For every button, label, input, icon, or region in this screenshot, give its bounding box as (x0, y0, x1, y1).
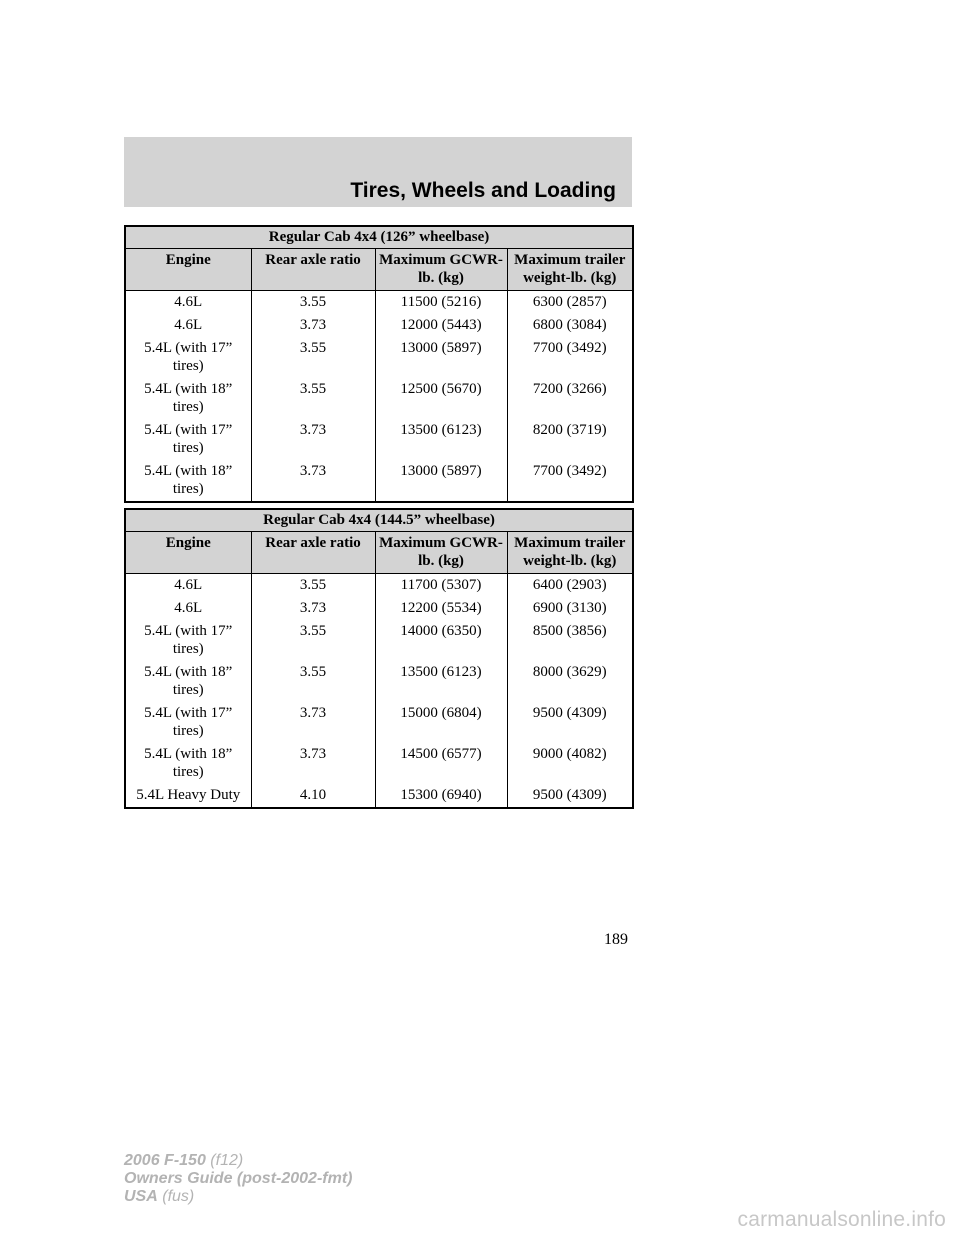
towing-table-144-5-wheelbase (124, 508, 634, 809)
table-row (125, 661, 633, 702)
cell-axle-ratio: 3.73 (251, 460, 375, 502)
cell-axle-ratio: 3.55 (251, 378, 375, 419)
table-row (125, 460, 633, 502)
cell-engine: 5.4L (with 18” tires) (125, 743, 251, 784)
cell-gcwr: 12500 (5670) (375, 378, 507, 419)
column-header-axle-ratio: Rear axle ratio (251, 249, 375, 291)
column-header-gcwr: Maximum GCWR-lb. (kg) (375, 532, 507, 574)
cell-engine: 5.4L (with 17” tires) (125, 620, 251, 661)
cell-gcwr: 13500 (6123) (375, 419, 507, 460)
footer-market-code: (fus) (162, 1188, 195, 1205)
cell-gcwr: 15000 (6804) (375, 702, 507, 743)
cell-trailer-weight: 7700 (3492) (507, 460, 633, 502)
cell-engine: 5.4L (with 17” tires) (125, 419, 251, 460)
cell-gcwr: 13000 (5897) (375, 337, 507, 378)
footer-model-code: (f12) (210, 1152, 244, 1169)
cell-engine: 5.4L (with 17” tires) (125, 337, 251, 378)
cell-axle-ratio: 3.73 (251, 702, 375, 743)
section-title: Tires, Wheels and Loading (350, 179, 616, 202)
cell-trailer-weight: 7700 (3492) (507, 337, 633, 378)
cell-gcwr: 12200 (5534) (375, 597, 507, 620)
table-title: Regular Cab 4x4 (126” wheelbase) (125, 226, 633, 249)
table-row (125, 419, 633, 460)
cell-engine: 5.4L (with 18” tires) (125, 460, 251, 502)
cell-trailer-weight: 6400 (2903) (507, 574, 633, 598)
cell-trailer-weight: 8000 (3629) (507, 661, 633, 702)
table-row (125, 314, 633, 337)
cell-trailer-weight: 6900 (3130) (507, 597, 633, 620)
cell-trailer-weight: 9500 (4309) (507, 784, 633, 808)
cell-axle-ratio: 3.73 (251, 743, 375, 784)
table-row (125, 291, 633, 315)
table-row (125, 702, 633, 743)
cell-gcwr: 12000 (5443) (375, 314, 507, 337)
page-number: 189 (604, 931, 628, 948)
cell-gcwr: 11500 (5216) (375, 291, 507, 315)
cell-axle-ratio: 3.55 (251, 574, 375, 598)
cell-engine: 5.4L (with 17” tires) (125, 702, 251, 743)
table-row (125, 620, 633, 661)
cell-trailer-weight: 6300 (2857) (507, 291, 633, 315)
cell-axle-ratio: 3.73 (251, 314, 375, 337)
cell-trailer-weight: 7200 (3266) (507, 378, 633, 419)
cell-axle-ratio: 3.55 (251, 291, 375, 315)
table-row (125, 784, 633, 808)
cell-axle-ratio: 3.55 (251, 661, 375, 702)
footer-line-model (124, 1152, 352, 1170)
cell-gcwr: 13500 (6123) (375, 661, 507, 702)
cell-gcwr: 14000 (6350) (375, 620, 507, 661)
cell-engine: 4.6L (125, 597, 251, 620)
cell-engine: 4.6L (125, 291, 251, 315)
footer-guide: Owners Guide (post-2002-fmt) (124, 1170, 353, 1187)
cell-axle-ratio: 4.10 (251, 784, 375, 808)
cell-gcwr: 15300 (6940) (375, 784, 507, 808)
towing-table-126-wheelbase (124, 225, 634, 503)
table-row (125, 574, 633, 598)
cell-engine: 5.4L (with 18” tires) (125, 378, 251, 419)
cell-gcwr: 14500 (6577) (375, 743, 507, 784)
cell-engine: 4.6L (125, 574, 251, 598)
cell-engine: 5.4L Heavy Duty (125, 784, 251, 808)
column-header-trailer-weight: Maximum trailer weight-lb. (kg) (507, 249, 633, 291)
cell-trailer-weight: 9500 (4309) (507, 702, 633, 743)
cell-gcwr: 11700 (5307) (375, 574, 507, 598)
footer-model: 2006 F-150 (124, 1152, 206, 1169)
cell-trailer-weight: 8500 (3856) (507, 620, 633, 661)
watermark: carmanualsonline.info (737, 1208, 946, 1231)
table-title: Regular Cab 4x4 (144.5” wheelbase) (125, 509, 633, 532)
cell-axle-ratio: 3.73 (251, 419, 375, 460)
cell-engine: 5.4L (with 18” tires) (125, 661, 251, 702)
cell-axle-ratio: 3.55 (251, 620, 375, 661)
column-header-trailer-weight: Maximum trailer weight-lb. (kg) (507, 532, 633, 574)
cell-axle-ratio: 3.73 (251, 597, 375, 620)
table-row (125, 337, 633, 378)
table-row (125, 743, 633, 784)
column-header-engine: Engine (125, 249, 251, 291)
footer-line-guide (124, 1170, 352, 1188)
table-row (125, 378, 633, 419)
cell-axle-ratio: 3.55 (251, 337, 375, 378)
column-header-gcwr: Maximum GCWR-lb. (kg) (375, 249, 507, 291)
cell-trailer-weight: 6800 (3084) (507, 314, 633, 337)
cell-trailer-weight: 8200 (3719) (507, 419, 633, 460)
cell-gcwr: 13000 (5897) (375, 460, 507, 502)
document-footer (124, 1152, 352, 1206)
table-row (125, 597, 633, 620)
footer-line-market (124, 1188, 352, 1206)
cell-engine: 4.6L (125, 314, 251, 337)
section-header-band (124, 137, 632, 207)
cell-trailer-weight: 9000 (4082) (507, 743, 633, 784)
column-header-axle-ratio: Rear axle ratio (251, 532, 375, 574)
footer-market: USA (124, 1188, 158, 1205)
column-header-engine: Engine (125, 532, 251, 574)
